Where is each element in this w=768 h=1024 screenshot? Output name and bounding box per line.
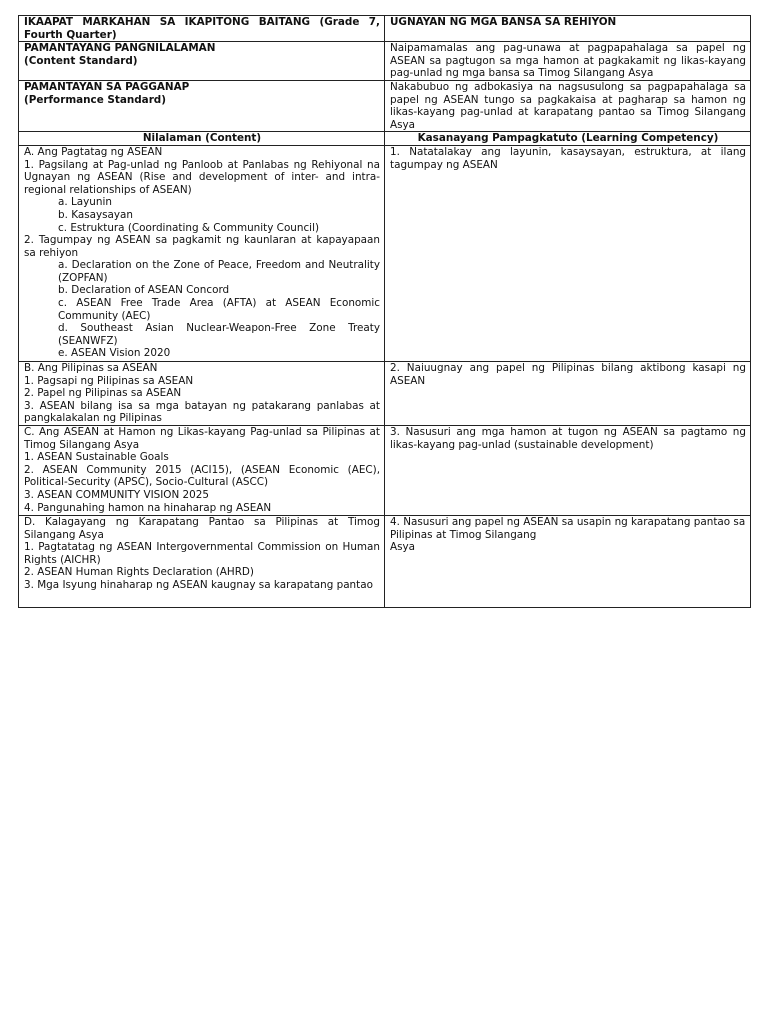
section-b-competency: 2. Naiuugnay ang papel ng Pilipinas bilang aktibong kasapi ng ASEAN [385, 361, 751, 425]
section-d-row [19, 515, 751, 607]
performance-standard-sublabel: (Performance Standard) [24, 93, 166, 106]
content-standard-label: PAMANTAYANG PANGNILALAMAN [24, 42, 216, 55]
section-a-item2e: e. ASEAN Vision 2020 [58, 347, 171, 360]
performance-standard-label-cell [19, 80, 385, 131]
curriculum-table [18, 15, 751, 608]
section-c-item4: 4. Pangunahing hamon na hinaharap ng ASEAN [24, 501, 272, 514]
topic-title: UGNAYAN NG MGA BANSA SA REHIYON [385, 16, 751, 42]
section-a-item2d: d. Southeast Asian Nuclear-Weapon-Free Zone Treaty (SEANWFZ) [58, 322, 380, 347]
section-a-item2b: b. Declaration of ASEAN Concord [58, 284, 230, 297]
section-a-item1a: a. Layunin [58, 196, 112, 209]
section-d-title: D. Kalagayang ng Karapatang Pantao sa Pilipinas at Timog Silangang Asya [24, 515, 380, 541]
quarter-title: IKAAPAT MARKAHAN SA IKAPITONG BAITANG (Grade 7, Fourth Quarter) [19, 16, 385, 42]
section-d-competency-line2: Asya [390, 541, 416, 554]
header-row [19, 16, 751, 42]
content-column-header: Nilalaman (Content) [19, 132, 385, 146]
content-standard-text: Naipamamalas ang pag-unawa at pagpapahalaga sa papel ng ASEAN sa pagtugon sa mga hamon at pagkakamit ng likas-kayang pag-unlad ng mga bansa sa Timog Silangang Asya [385, 42, 751, 81]
content-standard-label-cell [19, 42, 385, 81]
section-d-content [19, 515, 385, 607]
competency-column-header: Kasanayang Pampagkatuto (Learning Competency) [385, 132, 751, 146]
section-b-item2: 2. Papel ng Pilipinas sa ASEAN [24, 387, 182, 400]
section-b-content [19, 361, 385, 425]
section-b-item1: 1. Pagsapi ng Pilipinas sa ASEAN [24, 374, 194, 387]
section-a-item1c: c. Estruktura (Coordinating & Community Council) [58, 221, 320, 234]
section-a-row [19, 145, 751, 361]
section-c-content [19, 425, 385, 515]
section-b-item3: 3. ASEAN bilang isa sa mga batayan ng patakarang panlabas at pangkalakalan ng Pilipinas [24, 399, 380, 425]
section-a-item1: 1. Pagsilang at Pag-unlad ng Panloob at Panlabas ng Rehiyonal na Ugnayan ng ASEAN (Rise and development of inter- and intra- regional relationships of ASEAN) [24, 158, 380, 196]
column-header-row [19, 132, 751, 146]
section-c-item3: 3. ASEAN COMMUNITY VISION 2025 [24, 488, 210, 501]
section-d-competency [385, 515, 751, 607]
performance-standard-label: PAMANTAYAN SA PAGGANAP [24, 80, 190, 93]
performance-standard-row [19, 80, 751, 131]
section-a-item2: 2. Tagumpay ng ASEAN sa pagkamit ng kaunlaran at kapayapaan sa rehiyon [24, 234, 380, 259]
content-standard-row [19, 42, 751, 81]
section-c-competency: 3. Nasusuri ang mga hamon at tugon ng ASEAN sa pagtamo ng likas-kayang pag-unlad (sustainable development) [385, 425, 751, 515]
section-a-item1b: b. Kasaysayan [58, 208, 134, 221]
section-b-row [19, 361, 751, 425]
section-c-title: C. Ang ASEAN at Hamon ng Likas-kayang Pag-unlad sa Pilipinas at Timog Silangang Asya [24, 425, 380, 451]
section-a-title: A. Ang Pagtatag ng ASEAN [24, 145, 163, 158]
curriculum-document [18, 15, 750, 608]
section-c-item1: 1. ASEAN Sustainable Goals [24, 451, 169, 464]
section-c-item2: 2. ASEAN Community 2015 (ACI15), (ASEAN Economic (AEC), Political-Security (APSC), Socio-Cultural (ASCC) [24, 463, 380, 489]
section-d-item1: 1. Pagtatatag ng ASEAN Intergovernmental Commission on Human Rights (AICHR) [24, 541, 380, 566]
section-a-item2a: a. Declaration on the Zone of Peace, Freedom and Neutrality (ZOPFAN) [58, 259, 380, 284]
section-b-title: B. Ang Pilipinas sa ASEAN [24, 361, 158, 374]
performance-standard-text: Nakabubuo ng adbokasiya na nagsusulong sa pagpapahalaga sa papel ng ASEAN tungo sa pagkakaisa at pagharap sa hamon ng likas-kayang pag-unlad at karapatang pantao sa Timog Silangang Asya [385, 80, 751, 131]
content-standard-sublabel: (Content Standard) [24, 54, 138, 67]
section-a-content [19, 145, 385, 361]
section-a-competency: 1. Natatalakay ang layunin, kasaysayan, estruktura, at ilang tagumpay ng ASEAN [385, 145, 751, 361]
section-d-item3: 3. Mga Isyung hinaharap ng ASEAN kaugnay sa karapatang pantao [24, 578, 373, 591]
section-c-row [19, 425, 751, 515]
section-a-item2c: c. ASEAN Free Trade Area (AFTA) at ASEAN Economic Community (AEC) [58, 297, 380, 322]
section-d-competency-line1: 4. Nasusuri ang papel ng ASEAN sa usapin ng karapatang pantao sa Pilipinas at Timog Silangang [390, 515, 746, 541]
section-d-item2: 2. ASEAN Human Rights Declaration (AHRD) [24, 566, 254, 579]
